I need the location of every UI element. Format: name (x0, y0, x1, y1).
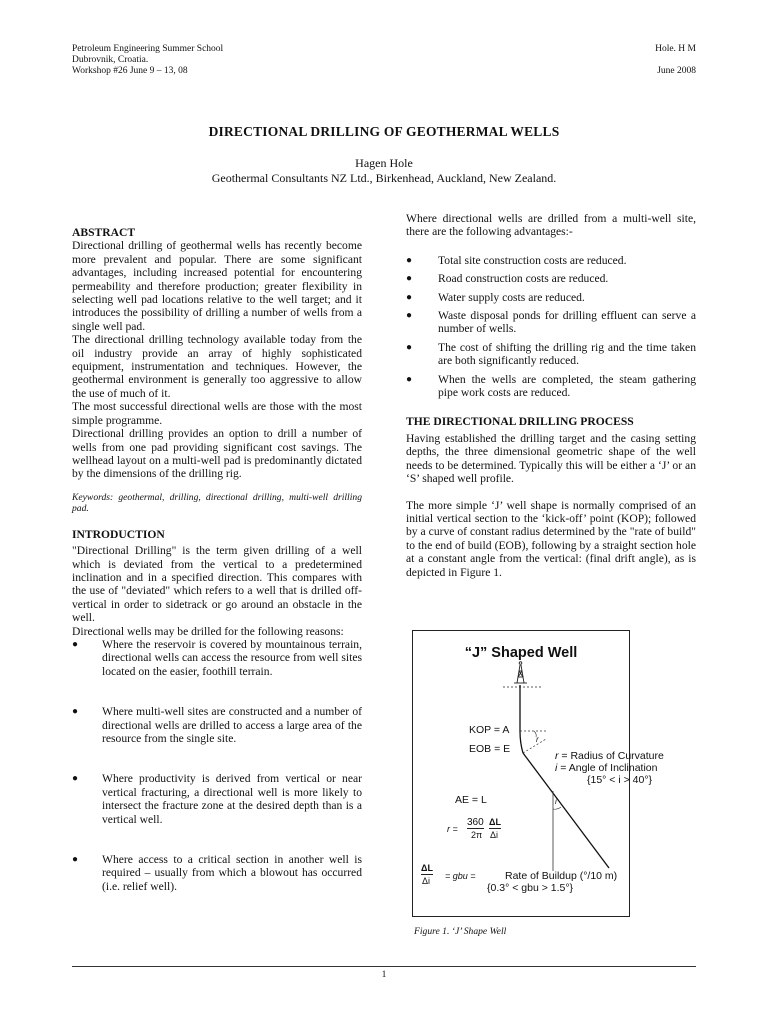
page-number: 1 (381, 970, 387, 980)
inclination-range: {15° < i > 40°} (587, 774, 653, 786)
abstract-paragraph: The most successful directional wells are those with the most simple programme. (72, 400, 362, 427)
header-author: Hole. H M (655, 44, 696, 54)
list-item: ● Road construction costs are reduced. (406, 272, 609, 286)
introduction-paragraph: Directional wells may be drilled for the following reasons: (72, 624, 344, 638)
reasons-list (72, 638, 362, 893)
process-paragraph: Having established the drilling target and the casing setting depths, the three dimensional geometric shape of the well needs to be determined. Typically this will be either a ‘J’ or an ‘S’ shaped well profile. (406, 431, 696, 486)
bullet-icon: ● (72, 854, 79, 866)
bullet-icon: ● (406, 373, 413, 385)
header-line-1: Petroleum Engineering Summer School (72, 44, 224, 54)
list-item: ● Where the reservoir is covered by mountainous terrain, directional wells can access the resource from well sites located on the easier, foothill terrain. (72, 637, 362, 678)
multiwell-intro: Where directional wells are drilled from a multi-well site, there are the following advantages:- (406, 212, 696, 239)
header-line-3: Workshop #26 June 9 – 13, 08 (72, 66, 188, 76)
list-item: ● Where productivity is derived from vertical or near vertical fracturing, a directional well is more likely to intersect the fracture zone at the desired depth than is a vertical well. (72, 772, 362, 826)
advantages-list (406, 254, 696, 400)
inclination-legend: i = Angle of Inclination (555, 762, 658, 774)
eob-label: EOB = E (469, 743, 511, 755)
formula-r-lhs: r = (447, 824, 458, 834)
formula-denominator: 2π (471, 830, 483, 840)
header-line-2: Dubrovnik, Croatia. (72, 55, 149, 65)
kop-label: KOP = A (469, 724, 510, 736)
footer-rule (72, 966, 696, 967)
small-r-label: r (536, 735, 539, 744)
list-item: ● The cost of shifting the drilling rig and the time taken are both significantly reduced. (406, 340, 696, 368)
bullet-icon: ● (406, 273, 413, 285)
process-paragraph: The more simple ‘J’ well shape is normally comprised of an initial vertical section to the ‘kick-off’ point (KOP); followed by a curve of constant radius determined by the "rate of build" to the end of build (EOB), following by a straight section hole at a constant angle from the vertical: (final drift angle), as is depicted in Figure 1. (406, 498, 696, 579)
left-column (72, 212, 362, 893)
drilling-rig-icon (514, 662, 527, 683)
bullet-icon: ● (72, 773, 79, 785)
keywords: Keywords: geothermal, drilling, directional drilling, multi-well drilling pad. (72, 491, 362, 515)
small-i-label: i (555, 797, 557, 806)
figure-title: “J” Shaped Well (464, 645, 578, 661)
header-left (72, 44, 223, 77)
header-date: June 2008 (657, 66, 696, 76)
bullet-icon: ● (406, 310, 413, 322)
list-item: ● Total site construction costs are reduced. (406, 253, 627, 267)
ae-label: AE = L (455, 794, 487, 806)
introduction-heading: INTRODUCTION (72, 527, 165, 541)
list-item: ● When the wells are completed, the steam gathering pipe work costs are reduced. (406, 372, 696, 400)
list-item: ● Where multi-well sites are constructed and a number of directional wells are drilled to access a large area of the resource from the single site. (72, 705, 362, 745)
figure-j-shaped-well (412, 630, 664, 917)
gbu-delta-l: ΔL (421, 863, 433, 873)
bullet-icon: ● (406, 341, 413, 353)
list-item: ● Water supply costs are reduced. (406, 290, 585, 304)
paper-title: DIRECTIONAL DRILLING OF GEOTHERMAL WELLS (208, 124, 560, 139)
gbu-equals: = gbu = (445, 871, 476, 881)
bullet-icon: ● (406, 254, 413, 266)
abstract-paragraph: Directional drilling of geothermal wells has recently become more prevalent and popular. There are some significant advantages, including increased potential for encountering permeability and therefore production; greater flexibility in selecting well pad locations relative to the well target; and it introduces the possibility of drilling a number of wells from a single well pad. (72, 239, 362, 333)
bullet-icon: ● (406, 291, 413, 303)
paper-affiliation: Geothermal Consultants NZ Ltd., Birkenhead, Auckland, New Zealand. (211, 171, 557, 185)
gbu-definition: Rate of Buildup (°/10 m) (505, 870, 618, 882)
list-item: ● Waste disposal ponds for drilling effluent can serve a number of wells. (406, 309, 696, 336)
abstract-heading: ABSTRACT (72, 226, 136, 239)
paper-author: Hagen Hole (355, 156, 413, 170)
abstract-paragraph: Directional drilling provides an option to drill a number of wells from one pad providing significant cost savings. The wellhead layout on a multi-well pad is predominantly dictated by the dimensions of the drilling rig. (72, 427, 362, 481)
radius-legend: r = Radius of Curvature (555, 750, 664, 762)
bullet-icon: ● (72, 706, 79, 718)
header-right (655, 44, 696, 77)
process-heading: THE DIRECTIONAL DRILLING PROCESS (406, 415, 634, 429)
list-item: ● Where access to a critical section in another well is required – usually from which a blowout has occurred (i.e. relief well). (72, 853, 362, 893)
formula-delta-l: ΔL (489, 817, 501, 827)
bullet-icon: ● (72, 638, 79, 650)
right-column (406, 212, 696, 579)
formula-delta-i: Δi (490, 830, 499, 840)
gbu-range: {0.3° < gbu > 1.5°} (487, 882, 574, 894)
introduction-paragraph: "Directional Drilling" is the term given drilling of a well which is deviated from the vertical to a predetermined inclination and in a specified direction. This compares with the use of "deviated" which refers to a well that is drilled off-vertical in order to sidetrack or go around an obstacle in the well. (72, 544, 362, 625)
abstract-paragraph: The directional drilling technology available today from the oil industry provide an array of highly sophisticated equipment, instrumentation and techniques. However, the geothermal environment is generally too aggressive to allow the use of much of it. (72, 333, 362, 400)
gbu-delta-i: Δi (422, 876, 431, 886)
formula-numerator: 360 (467, 817, 484, 828)
figure-caption: Figure 1. ‘J’ Shape Well (414, 926, 507, 937)
build-curve (520, 731, 523, 753)
